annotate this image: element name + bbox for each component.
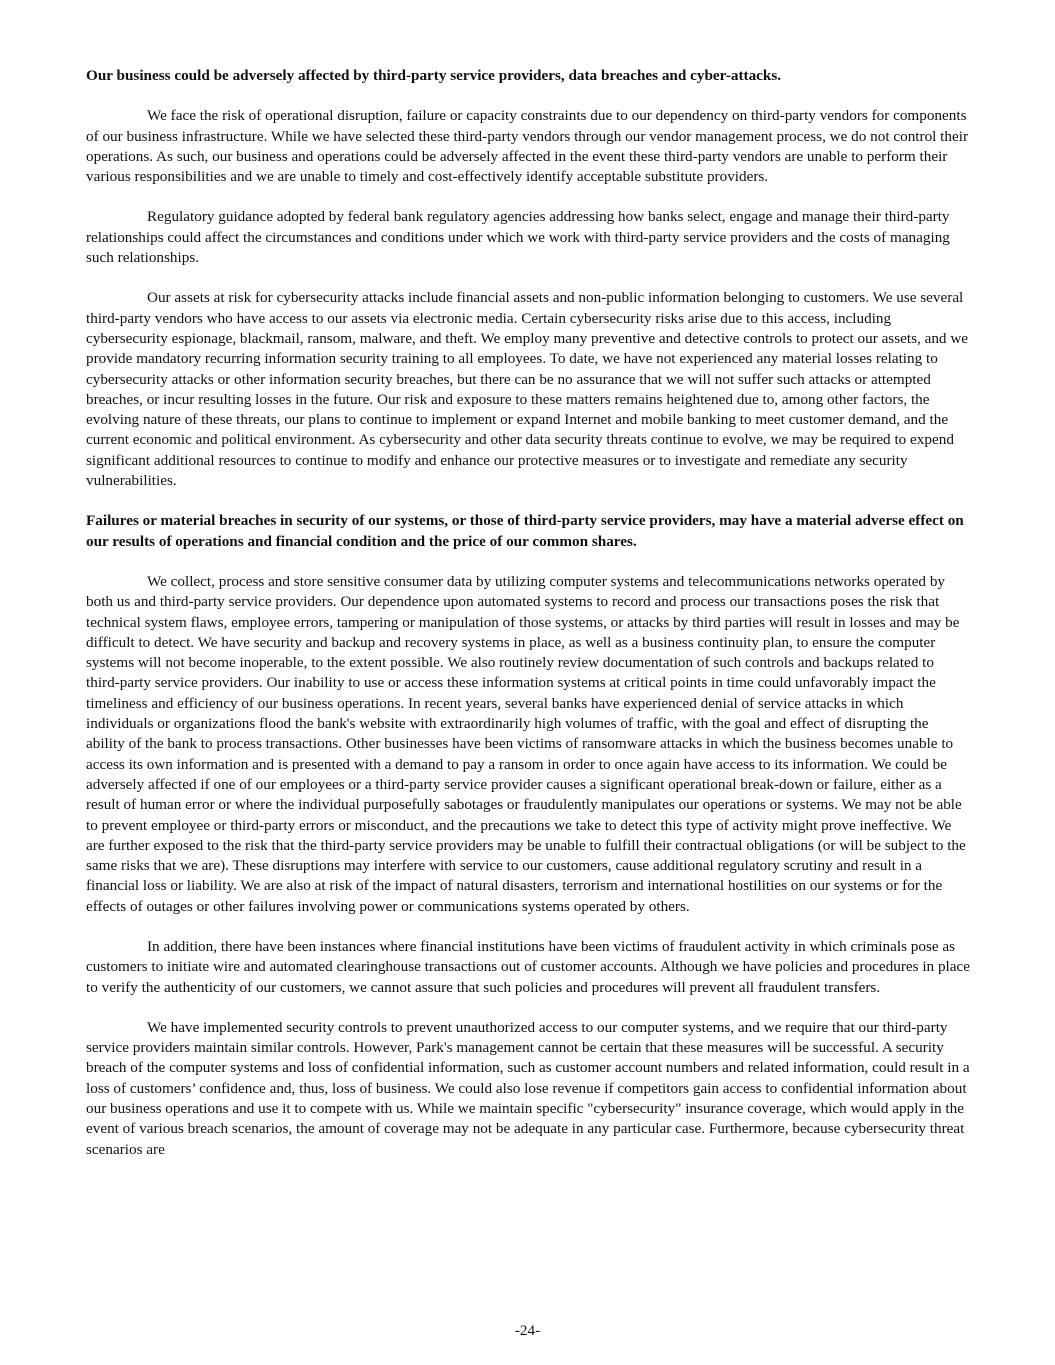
page-number: -24- [514, 1322, 541, 1339]
paragraph-operational-disruption: We face the risk of operational disruption, failure or capacity constraints due to our dependency on third-party vendors for components of our business infrastructure. While we have selected these third-party vendors through our vendor management process, we do not control their operations. As such, our business and operations could be adversely affected in the event these third-party vendors are unable to perform their various responsibilities and we are unable to timely and cost-effectively identify acceptable substitute providers. [86, 107, 969, 186]
section-heading-third-party-risk: Our business could be adversely affected by third-party service providers, data breaches and cyber-attacks. [86, 67, 782, 84]
paragraph-assets-at-risk: Our assets at risk for cybersecurity attacks include financial assets and non-public information belonging to customers. We use several third-party vendors who have access to our assets via electronic media. Certain cybersecurity risks arise due to this access, including cybersecurity espionage, blackmail, ransom, malware, and theft. We employ many preventive and detective controls to protect our assets, and we provide mandatory recurring information security training to all employees. To date, we have not experienced any material losses relating to cybersecurity attacks or other information security breaches, but there can be no assurance that we will not suffer such attacks or attempted breaches, or incur resulting losses in the future. Our risk and exposure to these matters remains heightened due to, among other factors, the evolving nature of these threats, our plans to continue to implement or expand Internet and mobile banking to meet customer demand, and the current economic and political environment. As cybersecurity and other data security threats continue to evolve, we may be required to expend significant additional resources to continue to modify and enhance our protective measures or to investigate and remediate any security vulnerabilities. [86, 289, 969, 490]
paragraph-fraudulent-activity: In addition, there have been instances where financial institutions have been victims of fraudulent activity in which criminals pose as customers to initiate wire and automated clearinghouse transactions out of customer accounts. Although we have policies and procedures in place to verify the authenticity of our customers, we cannot assure that such policies and procedures will prevent all fraudulent transfers. [86, 937, 970, 996]
paragraph-sensitive-data: We collect, process and store sensitive consumer data by utilizing computer systems and telecommunications networks operated by both us and third-party service providers. Our dependence upon automated systems to record and process our transactions poses the risk that technical system flaws, employee errors, tampering or manipulation of those systems, or attacks by third parties will result in losses and may be difficult to detect. We have security and backup and recovery systems in place, as well as a business continuity plan, to ensure the computer systems will not become inoperable, to the extent possible. We also routinely review documentation of such controls and backups related to third-party service providers. Our inability to use or access these information systems at critical points in time could unfavorably impact the timeliness and efficiency of our business operations. In recent years, several banks have experienced denial of service attacks in which individuals or organizations flood the bank's website with extraordinarily high volumes of traffic, with the goal and effect of disrupting the ability of the bank to process transactions. Other businesses have been victims of ransomware attacks in which the business becomes unable to access its own information and is presented with a demand to pay a ransom in order to once again have access to its information. We could be adversely affected if one of our employees or a third-party service provider causes a significant operational break-down or failure, either as a result of human error or where the individual purposefully sabotages or fraudulently manipulates our operations or systems. We may not be able to prevent employee or third-party errors or misconduct, and the precautions we take to detect this type of activity might prove ineffective. We are further exposed to the risk that the third-party service providers may be unable to fulfill their contractual obligations (or will be subject to the same risks that we are). These disruptions may interfere with service to our customers, cause additional regulatory scrutiny and result in a financial loss or liability. We are also at risk of the impact of natural disasters, terrorism and international hostilities on our systems or for the effects of outages or other failures involving power or communications systems operated by others. [86, 572, 966, 915]
paragraph-regulatory-guidance: Regulatory guidance adopted by federal bank regulatory agencies addressing how banks select, engage and manage their third-party relationships could affect the circumstances and conditions under which we work with third-party service providers and the costs of managing such relationships. [86, 208, 950, 267]
document-page [86, 66, 970, 1160]
section-heading-security-breaches: Failures or material breaches in security of our systems, or those of third-party service providers, may have a material adverse effect on our results of operations and financial condition and the price of our common shares. [86, 512, 964, 550]
paragraph-security-controls: We have implemented security controls to prevent unauthorized access to our computer systems, and we require that our third-party service providers maintain similar controls. However, Park's management cannot be certain that these measures will be successful. A security breach of the computer systems and loss of confidential information, such as customer account numbers and related information, could result in a loss of customers’ confidence and, thus, loss of business. We could also lose revenue if competitors gain access to confidential information about our business operations and use it to compete with us. While we maintain specific "cybersecurity" insurance coverage, which would apply in the event of various breach scenarios, the amount of coverage may not be adequate in any particular case. Furthermore, because cybersecurity threat scenarios are [86, 1018, 970, 1158]
